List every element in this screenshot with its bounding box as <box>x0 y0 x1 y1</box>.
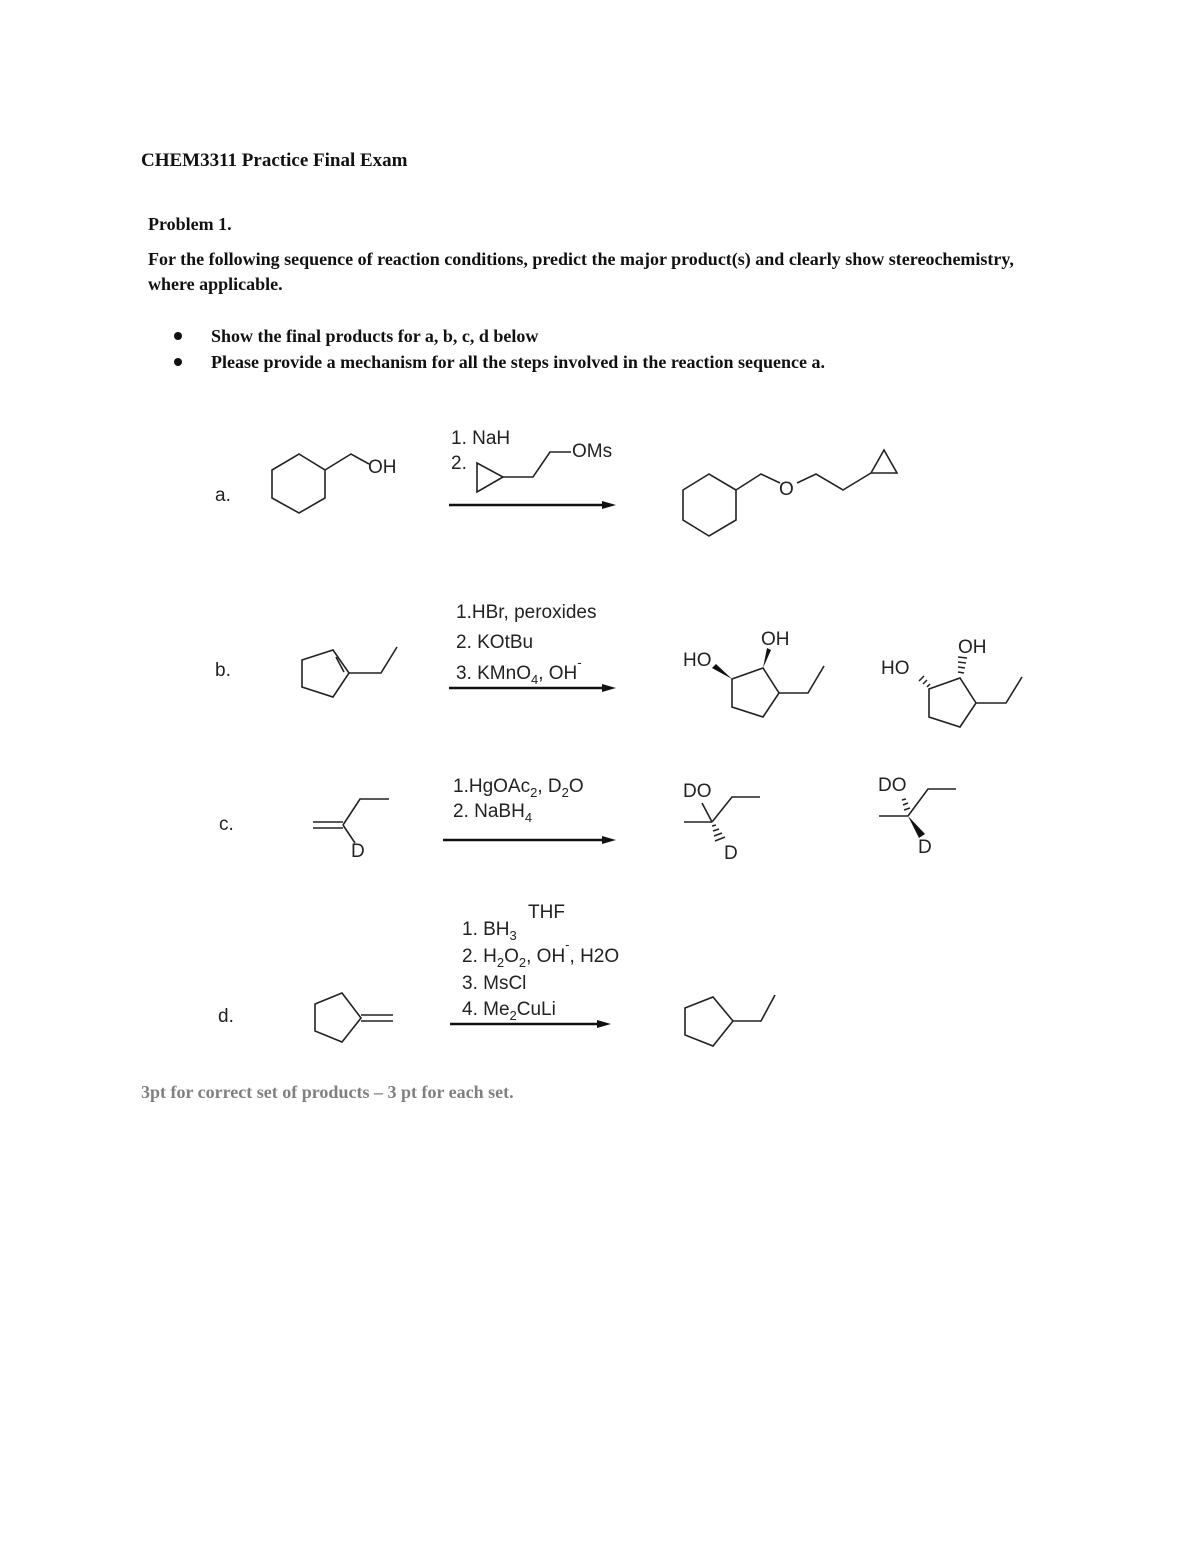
reaction-c-label: c. <box>219 814 234 835</box>
reaction-c-step2: 2. NaBH$_4$ <box>453 801 533 825</box>
reaction-d-arrowhead-icon <box>597 1020 611 1028</box>
product-b1-oh: OH <box>761 629 790 650</box>
product-b2-ho: HO <box>881 658 910 679</box>
product-c1-do: DO <box>683 781 712 802</box>
bullet-text: Please provide a mechanism for all the steps involved in the reaction sequence a. <box>211 352 825 372</box>
product-b1-ho: HO <box>683 650 712 671</box>
product-c2-d: D <box>918 837 932 858</box>
reaction-b-reactant <box>302 647 397 697</box>
reaction-c-reactant <box>313 799 389 862</box>
reaction-c-product-2 <box>878 775 956 858</box>
reaction-d-step1: 1. $BH_3$ <box>462 919 517 943</box>
reaction-c-step1: 1.HgOAc$_2$, $D_2O$ <box>453 776 584 800</box>
reaction-d-reactant <box>315 993 393 1042</box>
reaction-d-step2: 2. $H_2O_2$, OH-, H2O <box>462 937 620 970</box>
reaction-c-product-1 <box>683 781 760 864</box>
reaction-d-step4: 4. $Me_2CuLi$ <box>462 999 556 1023</box>
reactant-a-oh: OH <box>368 457 397 478</box>
reaction-b-step2: 2. KOtBu <box>456 632 534 653</box>
product-b2-oh: OH <box>958 637 987 658</box>
reactant-c-d: D <box>351 841 365 862</box>
reaction-d-label: d. <box>218 1006 234 1027</box>
product-a-oxygen: O <box>779 479 794 500</box>
reaction-a-label: a. <box>215 485 231 506</box>
reaction-a-arrowhead-icon <box>602 501 616 509</box>
scoring-note: 3pt for correct set of products – 3 pt for each set. <box>141 1082 514 1102</box>
reaction-d-solvent: THF <box>528 902 565 923</box>
reaction-a-reactant <box>272 454 397 513</box>
reaction-b-arrowhead-icon <box>602 684 616 692</box>
problem-instructions: For the following sequence of reaction conditions, predict the major product(s) and clearly show stereochemistry, where applicable. <box>148 249 1014 294</box>
problem-title: Problem 1. <box>148 214 232 234</box>
reaction-c-arrowhead-icon <box>602 836 616 844</box>
product-c1-d: D <box>724 843 738 864</box>
reagent-a-oms: OMs <box>572 441 613 462</box>
reaction-b-label: b. <box>215 660 231 681</box>
reaction-a-step2: 2. <box>451 453 467 474</box>
reaction-b-product-2 <box>881 637 1022 727</box>
reaction-b-step3: 3. KMnO$_4$, OH- <box>456 655 582 687</box>
reaction-d-product <box>685 995 775 1046</box>
reaction-d-step3: 3. MsCl <box>462 973 527 994</box>
reaction-a-step1: 1. NaH <box>451 428 511 449</box>
document-title: CHEM3311 Practice Final Exam <box>141 150 408 171</box>
bullet-text: Show the final products for a, b, c, d below <box>211 326 539 346</box>
reaction-a-product <box>683 450 897 536</box>
product-c2-do: DO <box>878 775 907 796</box>
reaction-b-product-1 <box>683 629 824 717</box>
reaction-b-step1: 1.HBr, peroxides <box>456 602 597 623</box>
